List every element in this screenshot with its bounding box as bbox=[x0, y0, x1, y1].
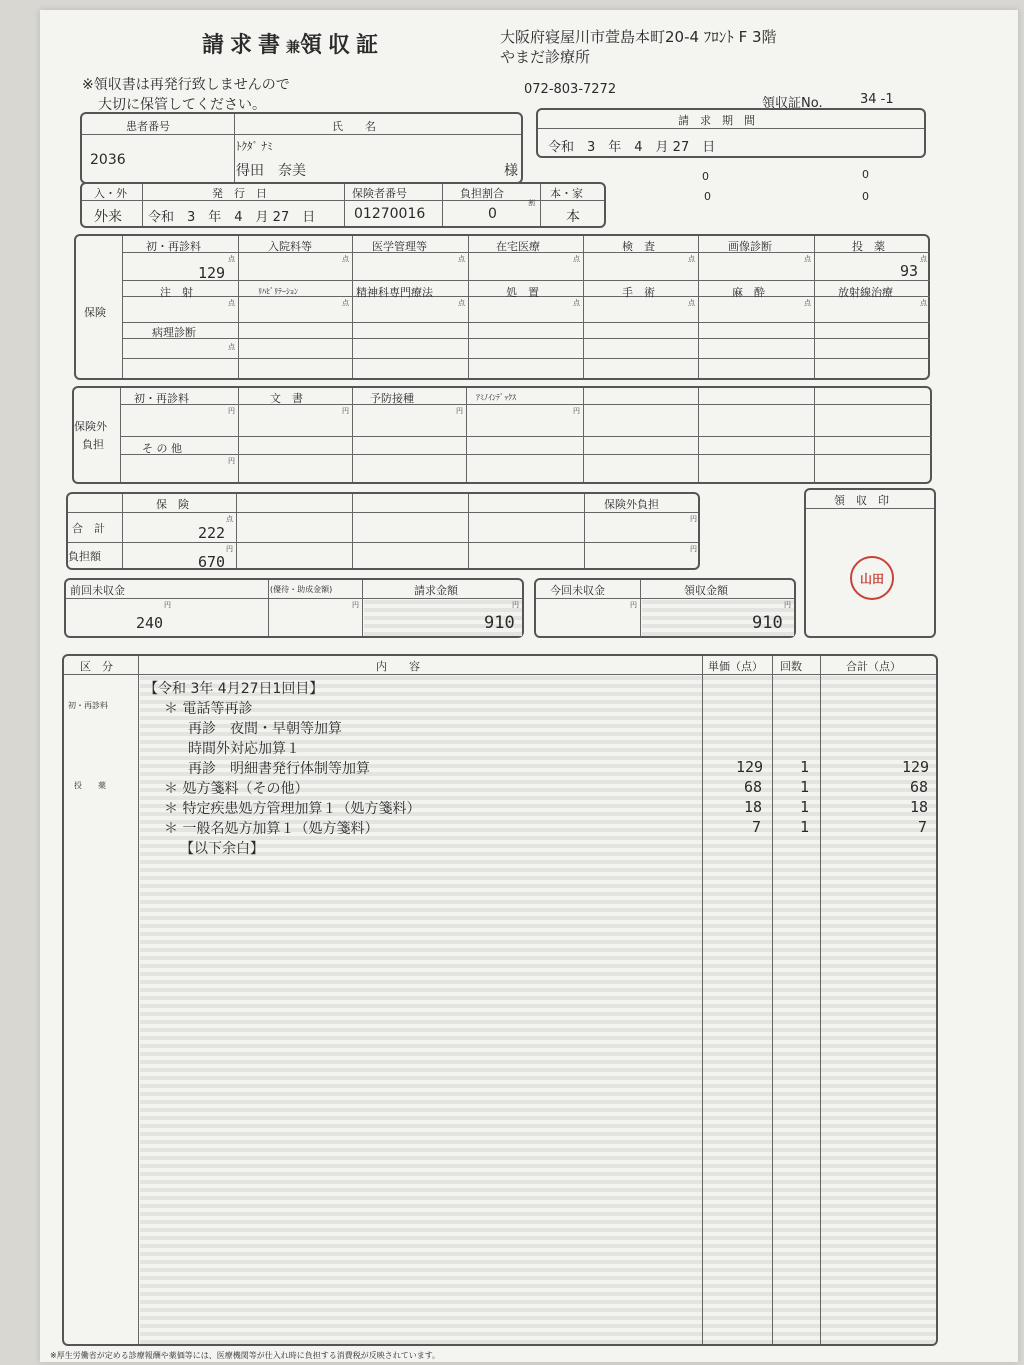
header-first-visit: 初・再診料 bbox=[146, 240, 201, 253]
insurance-section bbox=[74, 234, 930, 380]
nonins-first-visit: 初・再診料 bbox=[134, 392, 189, 405]
detail-row: 再診 明細書発行体制等加算 bbox=[188, 761, 370, 777]
detail-date-line: 【令和 3年 4月27日1回目】 bbox=[144, 681, 324, 697]
honorific: 様 bbox=[504, 163, 518, 179]
unit-pt: 点 bbox=[226, 515, 233, 523]
detail-total: 68 bbox=[910, 778, 929, 796]
insurer-label: 保険者番号 bbox=[352, 187, 407, 200]
clinic-name: やまだ診療所 bbox=[500, 48, 591, 66]
paid-summary-box bbox=[534, 578, 796, 638]
unit-pt: 点 bbox=[573, 255, 580, 263]
unit-yen: 円 bbox=[352, 601, 359, 609]
unit-yen: 円 bbox=[226, 545, 233, 553]
billed-amount-label: 請求金額 bbox=[414, 584, 458, 597]
detail-price: 18 bbox=[744, 798, 763, 816]
nonins-other: そ の 他 bbox=[142, 442, 182, 455]
detail-row: ＊ 一般名処方加算１（処方箋料） bbox=[164, 821, 379, 837]
unit-pt: 点 bbox=[228, 343, 235, 351]
zero-4: 0 bbox=[862, 190, 869, 203]
detail-category-first-visit: 初・再診料 bbox=[68, 701, 108, 710]
detail-header-content: 内 容 bbox=[376, 660, 420, 673]
unit-yen: 円 bbox=[456, 407, 463, 415]
inout-value: 外来 bbox=[94, 209, 122, 225]
patient-box bbox=[80, 112, 523, 184]
non-insurance-side-label-2: 負担 bbox=[82, 438, 104, 451]
total-label: 合 計 bbox=[72, 522, 105, 535]
issue-date: 令和 3 年 4 月 27 日 bbox=[148, 210, 316, 225]
unit-pt: 点 bbox=[458, 255, 465, 263]
unit-pt: 点 bbox=[228, 299, 235, 307]
ratio-label: 負担割合 bbox=[460, 187, 504, 200]
nonins-amino-index: ｱﾐﾉｲﾝﾃﾞｯｸｽ bbox=[476, 393, 516, 402]
detail-row: ＊ 特定疾患処方管理加算１（処方箋料） bbox=[164, 801, 421, 817]
zero-1: 0 bbox=[702, 170, 709, 183]
detail-count: 1 bbox=[800, 798, 810, 816]
inout-label: 入・外 bbox=[94, 187, 127, 200]
discount-label: (優待・助成金額) bbox=[270, 585, 333, 594]
billed-amount: 910 bbox=[484, 613, 515, 633]
totals-section bbox=[66, 492, 700, 570]
detail-row: 再診 夜間・早朝等加算 bbox=[188, 721, 342, 737]
patient-name-label: 氏 名 bbox=[332, 120, 376, 133]
unit-yen: 円 bbox=[690, 545, 697, 553]
header-rehabilitation: ﾘﾊﾋﾞﾘﾃｰｼｮﾝ bbox=[258, 287, 298, 296]
stamp-label: 領 収 印 bbox=[834, 494, 889, 507]
unit-yen: 円 bbox=[164, 601, 171, 609]
billing-summary-box bbox=[64, 578, 524, 638]
notice-line-2: 大切に保管してください。 bbox=[98, 97, 266, 113]
detail-category-medication: 投 薬 bbox=[74, 781, 106, 790]
header-pathology: 病理診断 bbox=[152, 326, 196, 339]
header-surgery: 手 術 bbox=[622, 286, 655, 299]
detail-row: ＊ 電話等再診 bbox=[164, 701, 253, 717]
unit-yen: 円 bbox=[573, 407, 580, 415]
notice-line-1: ※領収書は再発行致しませんので bbox=[82, 77, 290, 93]
stamp-box bbox=[804, 488, 936, 638]
unit-pt: 点 bbox=[573, 299, 580, 307]
clinic-phone: 072-803-7272 bbox=[524, 82, 617, 97]
unit-pt: 点 bbox=[804, 255, 811, 263]
header-medication: 投 薬 bbox=[852, 240, 885, 253]
total-points: 222 bbox=[198, 524, 226, 542]
non-insurance-side-label: 保険外 bbox=[74, 420, 107, 433]
detail-table bbox=[62, 654, 938, 1346]
billing-period: 令和 3 年 4 月 27 日 bbox=[548, 140, 716, 155]
zero-2: 0 bbox=[862, 168, 869, 181]
unit-yen: 円 bbox=[228, 457, 235, 465]
detail-price: 68 bbox=[744, 778, 763, 796]
previous-unpaid-label: 前回未収金 bbox=[70, 584, 125, 597]
insured-type: 本 bbox=[566, 209, 580, 225]
nonins-vaccination: 予防接種 bbox=[370, 392, 414, 405]
receipt-no-label: 領収証No. bbox=[762, 96, 823, 111]
detail-count: 1 bbox=[800, 758, 810, 776]
detail-total: 18 bbox=[910, 798, 929, 816]
detail-header-category: 区 分 bbox=[80, 660, 113, 673]
detail-price: 129 bbox=[736, 758, 764, 776]
document-title: 請求書兼領収証 bbox=[202, 32, 385, 58]
billing-period-label: 請 求 期 間 bbox=[678, 114, 755, 127]
detail-count: 1 bbox=[800, 818, 810, 836]
header-exam: 検 査 bbox=[622, 240, 655, 253]
header-home-care: 在宅医療 bbox=[496, 240, 540, 253]
patient-name: 得田 奈美 bbox=[236, 163, 306, 179]
unit-pt: 点 bbox=[342, 299, 349, 307]
burden-amount: 670 bbox=[198, 553, 226, 571]
header-psychiatry: 精神科専門療法 bbox=[356, 286, 433, 299]
burden-ratio: 0 bbox=[488, 206, 497, 222]
header-hospitalization: 入院料等 bbox=[268, 240, 312, 253]
paid-amount: 910 bbox=[752, 613, 783, 633]
unit-yen: 円 bbox=[342, 407, 349, 415]
unit-pt: 点 bbox=[688, 299, 695, 307]
unit-yen: 円 bbox=[784, 601, 791, 609]
detail-header-unit-price: 単価（点） bbox=[708, 660, 763, 673]
detail-total: 7 bbox=[918, 818, 928, 836]
unit-pt: 点 bbox=[688, 255, 695, 263]
header-imaging: 画像診断 bbox=[728, 240, 772, 253]
ratio-unit: 割 bbox=[528, 199, 535, 207]
unit-yen: 円 bbox=[228, 407, 235, 415]
detail-price: 7 bbox=[752, 818, 762, 836]
medication-points: 93 bbox=[900, 262, 919, 280]
footer-note: ※厚生労働省が定める診療報酬や薬価等には、医療機関等が仕入れ時に負担する消費税が反映されています。 bbox=[50, 1351, 441, 1360]
detail-total: 129 bbox=[902, 758, 930, 776]
previous-unpaid: 240 bbox=[136, 614, 164, 632]
detail-header-total: 合計（点） bbox=[846, 660, 901, 673]
visit-info-box bbox=[80, 182, 606, 228]
detail-end-line: 【以下余白】 bbox=[180, 841, 264, 857]
unit-pt: 点 bbox=[920, 255, 927, 263]
billing-period-box bbox=[536, 108, 926, 158]
unit-yen: 円 bbox=[690, 515, 697, 523]
totals-insurance-label: 保 険 bbox=[156, 498, 189, 511]
unit-pt: 点 bbox=[804, 299, 811, 307]
detail-header-count: 回数 bbox=[780, 660, 802, 673]
header-management: 医学管理等 bbox=[372, 240, 427, 253]
unit-pt: 点 bbox=[458, 299, 465, 307]
unit-pt: 点 bbox=[228, 255, 235, 263]
insurance-side-label: 保険 bbox=[84, 306, 106, 319]
clinic-seal: 山田 bbox=[850, 556, 894, 600]
unit-pt: 点 bbox=[342, 255, 349, 263]
zero-3: 0 bbox=[704, 190, 711, 203]
receipt-no: 34 -1 bbox=[860, 92, 894, 107]
patient-id: 2036 bbox=[90, 152, 126, 168]
type-label: 本・家 bbox=[550, 187, 583, 200]
detail-count: 1 bbox=[800, 778, 810, 796]
clinic-address: 大阪府寝屋川市萱島本町20-4 ﾌﾛﾝﾄ F 3階 bbox=[500, 28, 777, 46]
burden-label: 負担額 bbox=[68, 550, 101, 563]
first-visit-points: 129 bbox=[198, 264, 226, 282]
detail-row: ＊ 処方箋料（その他） bbox=[164, 781, 309, 797]
patient-id-label: 患者番号 bbox=[126, 120, 170, 133]
totals-noninsurance-label: 保険外負担 bbox=[604, 498, 659, 511]
non-insurance-section bbox=[72, 386, 932, 484]
header-radiotherapy: 放射線治療 bbox=[838, 286, 893, 299]
current-unpaid-label: 今回未収金 bbox=[550, 584, 605, 597]
detail-row: 時間外対応加算１ bbox=[188, 741, 300, 757]
receipt-paper bbox=[40, 10, 1018, 1362]
header-treatment: 処 置 bbox=[506, 286, 539, 299]
patient-kana: ﾄｸﾀﾞ ﾅﾐ bbox=[236, 140, 273, 153]
header-anesthesia: 麻 酔 bbox=[732, 286, 765, 299]
unit-yen: 円 bbox=[512, 601, 519, 609]
unit-yen: 円 bbox=[630, 601, 637, 609]
nonins-documents: 文 書 bbox=[270, 392, 303, 405]
issue-date-label: 発 行 日 bbox=[212, 187, 267, 200]
insurer-number: 01270016 bbox=[354, 206, 426, 222]
unit-pt: 点 bbox=[920, 299, 927, 307]
paid-amount-label: 領収金額 bbox=[684, 584, 728, 597]
header-injection: 注 射 bbox=[160, 286, 193, 299]
